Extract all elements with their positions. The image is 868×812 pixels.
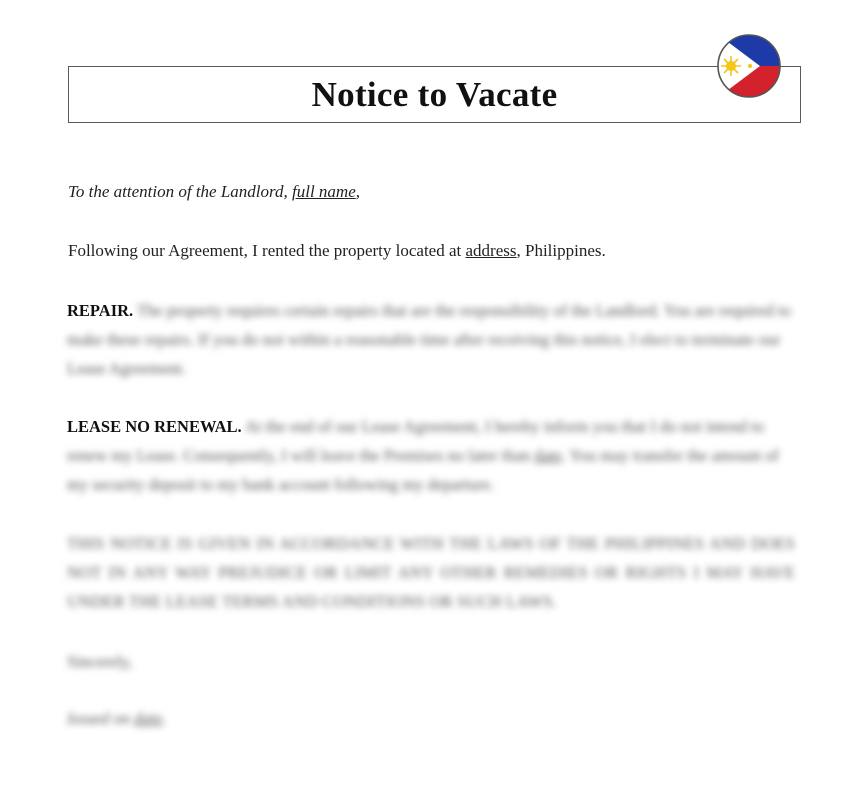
lease-paragraph [67, 412, 795, 499]
greeting-line [68, 182, 360, 202]
repair-paragraph [67, 296, 795, 383]
title-box [68, 66, 801, 123]
philippines-flag-icon [716, 33, 782, 99]
issued-prefix: Issued on [67, 709, 134, 728]
page-title: Notice to Vacate [311, 74, 558, 114]
lease-body-end: . You may transfer the amount of my security deposit to my bank account following my departure. [67, 446, 779, 494]
closing: Sincerely, [67, 652, 133, 671]
issued-date-field[interactable]: date [133, 709, 163, 728]
lease-heading: LEASE NO RENEWAL. [67, 417, 242, 436]
intro-prefix: Following our Agreement, I rented the property located at [68, 241, 466, 260]
legal-notice: THIS NOTICE IS GIVEN IN ACCORDANCE WITH THE LAWS OF THE PHILIPPINES AND DOES NOT IN ANY WAY PREJUDICE OR LIMIT ANY OTHER REMEDIES OR RIGHTS I MAY HAVE UNDER THE LEASE TERMS AND CONDITIONS OR SUCH LAWS. [67, 534, 795, 611]
intro-suffix: , Philippines. [516, 241, 606, 260]
address-field[interactable]: address [465, 241, 517, 260]
intro-line [68, 241, 606, 261]
lease-date-field[interactable]: date [534, 446, 562, 465]
issued-suffix: . [162, 709, 167, 728]
issued-line [67, 704, 795, 733]
lease-body-start: At the end of our Lease Agreement, I hereby inform you that I do not intend to renew my Lease. Consequently, I will leave the Premises no later than [67, 417, 765, 465]
repair-body: The property requires certain repairs that are the responsibility of the Landlord. You are required to make these repairs. If you do not within a reasonable time after receiving this notice, I elect to terminate our Lease Agreement. [67, 301, 791, 378]
landlord-name-field[interactable]: full name [292, 182, 356, 201]
greeting-suffix: , [355, 182, 361, 201]
greeting-prefix: To the attention of the Landlord, [68, 182, 288, 201]
repair-heading: REPAIR. [67, 301, 134, 320]
